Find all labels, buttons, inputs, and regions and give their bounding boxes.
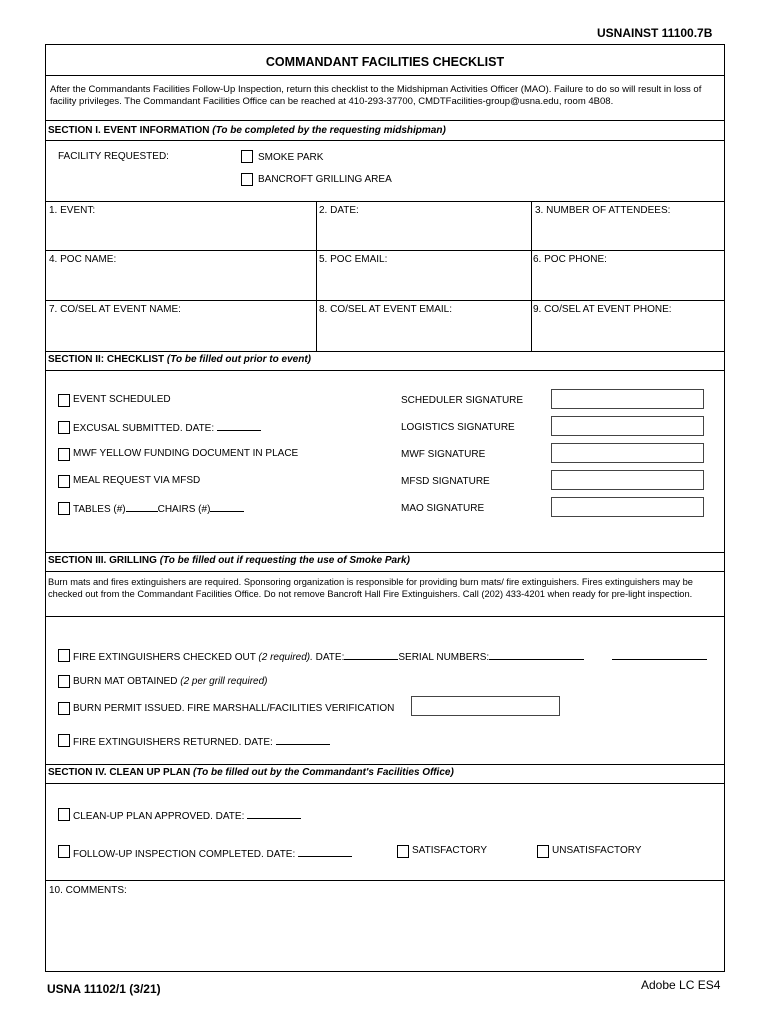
bancroft-grilling-checkbox[interactable]	[241, 173, 253, 186]
fire-marshall-verification-field[interactable]	[411, 696, 560, 716]
cleanup-approved-label: CLEAN-UP PLAN APPROVED. DATE:	[73, 809, 301, 822]
event-scheduled-label: EVENT SCHEDULED	[73, 394, 171, 405]
excusal-submitted-label: EXCUSAL SUBMITTED. DATE:	[73, 421, 261, 434]
form-title: COMMANDANT FACILITIES CHECKLIST	[265, 55, 505, 69]
fire-extinguishers-checkbox[interactable]	[58, 649, 70, 662]
software-version: Adobe LC ES4	[641, 978, 721, 992]
tables-chairs-label: TABLES (#) CHAIRS (#)	[73, 502, 244, 515]
smoke-park-label: SMOKE PARK	[258, 152, 324, 163]
event-scheduled-checkbox[interactable]	[58, 394, 70, 407]
unsatisfactory-label: UNSATISFACTORY	[552, 845, 642, 856]
extinguishers-returned-label: FIRE EXTINGUISHERS RETURNED. DATE:	[73, 735, 330, 748]
bancroft-grilling-label: BANCROFT GRILLING AREA	[258, 174, 392, 185]
cosel-email-field[interactable]: 8. CO/SEL AT EVENT EMAIL:	[319, 304, 453, 315]
grilling-instructions: Burn mats and fires extinguishers are required. Sponsoring organization is responsible for providing burn mats/ fire extinguishers. Fires extinguishers may be checked out from the Commandant Facilities Office. Do not remove Bancroft Hall Fire Extinguishers. Call (202) 433-4201 when ready for pre-light inspection.	[48, 577, 693, 599]
form-number: USNA 11102/1 (3/21)	[47, 982, 161, 996]
poc-name-field[interactable]: 4. POC NAME:	[49, 254, 117, 265]
logistics-signature-label: LOGISTICS SIGNATURE	[401, 422, 515, 433]
burn-mat-checkbox[interactable]	[58, 675, 70, 688]
smoke-park-checkbox[interactable]	[241, 150, 253, 163]
satisfactory-checkbox[interactable]	[397, 845, 409, 858]
facility-requested-label: FACILITY REQUESTED:	[58, 151, 169, 162]
scheduler-signature-field[interactable]	[551, 389, 704, 409]
comments-field[interactable]: 10. COMMENTS:	[49, 885, 127, 896]
mwf-signature-label: MWF SIGNATURE	[401, 449, 486, 460]
cosel-phone-field[interactable]: 9. CO/SEL AT EVENT PHONE:	[533, 304, 672, 315]
section1-header: SECTION I. EVENT INFORMATION (To be completed by the requesting midshipman)	[48, 125, 446, 136]
meal-request-checkbox[interactable]	[58, 475, 70, 488]
unsatisfactory-checkbox[interactable]	[537, 845, 549, 858]
mfsd-signature-label: MFSD SIGNATURE	[401, 476, 490, 487]
mao-signature-label: MAO SIGNATURE	[401, 503, 485, 514]
attendees-field[interactable]: 3. NUMBER OF ATTENDEES:	[535, 205, 671, 216]
mfsd-signature-field[interactable]	[551, 470, 704, 490]
serial-number-blank-2[interactable]	[612, 659, 707, 660]
burn-permit-label: BURN PERMIT ISSUED. FIRE MARSHALL/FACILITIES VERIFICATION	[73, 703, 395, 714]
scheduler-signature-label: SCHEDULER SIGNATURE	[401, 395, 524, 406]
excusal-submitted-checkbox[interactable]	[58, 421, 70, 434]
burn-permit-checkbox[interactable]	[58, 702, 70, 715]
mao-signature-field[interactable]	[551, 497, 704, 517]
section4-header: SECTION IV. CLEAN UP PLAN (To be filled out by the Commandant's Facilities Office)	[48, 767, 454, 778]
mwf-funding-checkbox[interactable]	[58, 448, 70, 461]
poc-phone-field[interactable]: 6. POC PHONE:	[533, 254, 607, 265]
checklist-form	[45, 44, 725, 972]
fire-extinguishers-label: FIRE EXTINGUISHERS CHECKED OUT (2 required). DATE: SERIAL NUMBERS:	[73, 650, 584, 663]
instruction-number: USNAINST 11100.7B	[597, 26, 713, 40]
cleanup-approved-checkbox[interactable]	[58, 808, 70, 821]
followup-inspection-label: FOLLOW-UP INSPECTION COMPLETED. DATE:	[73, 847, 352, 860]
poc-email-field[interactable]: 5. POC EMAIL:	[319, 254, 388, 265]
tables-chairs-checkbox[interactable]	[58, 502, 70, 515]
section3-header: SECTION III. GRILLING (To be filled out if requesting the use of Smoke Park)	[48, 555, 410, 566]
extinguishers-returned-checkbox[interactable]	[58, 734, 70, 747]
date-field[interactable]: 2. DATE:	[319, 205, 359, 216]
cosel-name-field[interactable]: 7. CO/SEL AT EVENT NAME:	[49, 304, 181, 315]
event-field[interactable]: 1. EVENT:	[49, 205, 96, 216]
followup-inspection-checkbox[interactable]	[58, 845, 70, 858]
logistics-signature-field[interactable]	[551, 416, 704, 436]
mwf-funding-label: MWF YELLOW FUNDING DOCUMENT IN PLACE	[73, 448, 299, 459]
meal-request-label: MEAL REQUEST VIA MFSD	[73, 475, 201, 486]
satisfactory-label: SATISFACTORY	[412, 845, 488, 856]
mwf-signature-field[interactable]	[551, 443, 704, 463]
intro-text: After the Commandants Facilities Follow-Up Inspection, return this checklist to the Midshipman Activities Officer (MAO). Failure to do so will result in loss of facility privileges. The Commandant Facilities Office can be reached at 410-293-37700, CMDTFacilities-group@usna.edu, room 4B08.	[50, 84, 702, 107]
section2-header: SECTION II: CHECKLIST (To be filled out prior to event)	[48, 354, 311, 365]
burn-mat-label: BURN MAT OBTAINED (2 per grill required)	[73, 676, 268, 687]
